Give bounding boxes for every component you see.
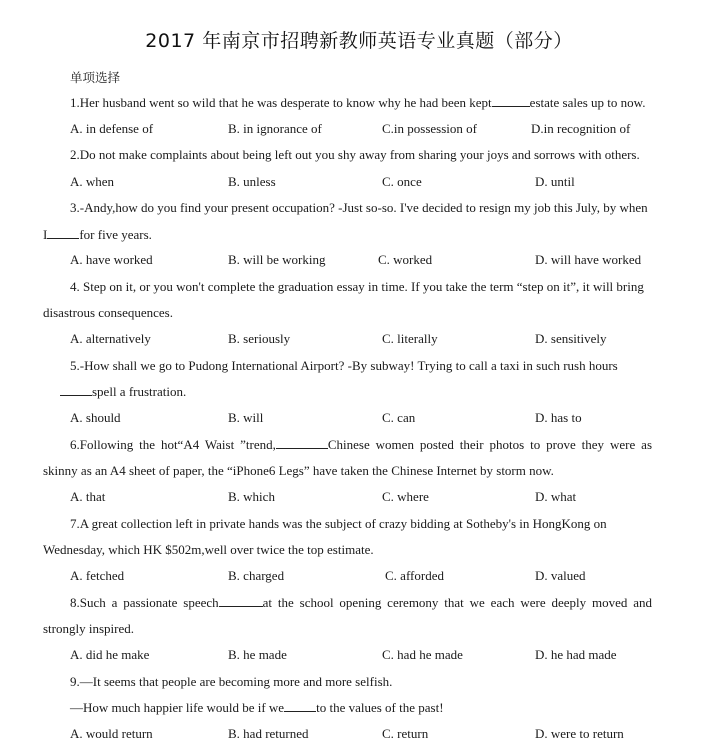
question-5-continuation [60, 384, 186, 400]
question-6-continuation: skinny as an A4 sheet of paper, the “iPhone6 Legs” have taken the Chinese Internet by storm now. [43, 463, 554, 478]
option-a: A. did he make [70, 647, 150, 662]
question-6-options [0, 489, 718, 505]
answer-blank [492, 95, 530, 107]
question-1-part-2: estate sales up to now. [529, 95, 646, 110]
option-b: B. had returned [228, 726, 309, 741]
question-9-reply [70, 700, 444, 716]
question-8-part-2: at the school opening ceremony that we each were deeply moved and [262, 595, 652, 610]
question-9-options [0, 726, 718, 742]
option-d: D. were to return [535, 726, 624, 741]
question-1-text [70, 95, 645, 111]
question-5-options [0, 410, 718, 426]
option-a: A. in defense of [70, 121, 154, 136]
question-4-continuation: disastrous consequences. [43, 305, 173, 320]
question-8-part-1: 8.Such a passionate speech [70, 595, 219, 610]
option-b: B. will [228, 410, 264, 425]
question-3-part-2: I [43, 227, 48, 242]
question-6-part-1: 6.Following the hot“A4 Waist ”trend, [70, 437, 276, 452]
question-8-options [0, 647, 718, 663]
option-c: C. worked [378, 252, 433, 267]
option-c: C.in possession of [382, 121, 477, 136]
option-a: A. should [70, 410, 121, 425]
option-d: D. valued [535, 568, 586, 583]
question-6-text [70, 437, 652, 453]
question-4-options [0, 331, 718, 347]
option-c: C. return [382, 726, 429, 741]
question-3-text: 3.-Andy,how do you find your present occupation? -Just so-so. I've decided to resign my job this July, by when [70, 200, 648, 215]
question-3-options [0, 252, 718, 268]
option-c: C. afforded [385, 568, 444, 583]
option-c: C. can [382, 410, 416, 425]
option-b: B. which [228, 489, 275, 504]
answer-blank [219, 595, 263, 607]
option-d: D. what [535, 489, 577, 504]
option-d: D. until [535, 174, 575, 189]
option-d: D. sensitively [535, 331, 607, 346]
option-a: A. have worked [70, 252, 153, 267]
page-title: 2017 年南京市招聘新教师英语专业真题（部分） [145, 30, 573, 52]
option-b: B. he made [228, 647, 287, 662]
option-c: C. once [382, 174, 422, 189]
option-d: D.in recognition of [531, 121, 631, 136]
option-d: D. will have worked [535, 252, 642, 267]
option-a: A. would return [70, 726, 153, 741]
answer-blank [276, 437, 328, 449]
question-3-part-3: for five years. [79, 227, 152, 242]
question-1-part-1: 1.Her husband went so wild that he was desperate to know why he had been kept [70, 95, 492, 110]
option-a: A. fetched [70, 568, 125, 583]
option-c: C. had he made [382, 647, 463, 662]
question-7-text: 7.A great collection left in private hands was the subject of crazy bidding at Sotheby's in HongKong on [70, 516, 607, 531]
question-8-continuation: strongly inspired. [43, 621, 134, 636]
option-b: B. unless [228, 174, 276, 189]
option-a: A. alternatively [70, 331, 151, 346]
option-b: B. seriously [228, 331, 291, 346]
question-8-text [70, 595, 652, 611]
option-a: A. that [70, 489, 106, 504]
question-3-continuation [43, 227, 152, 243]
answer-blank [60, 384, 92, 396]
option-d: D. has to [535, 410, 582, 425]
question-1-options [0, 121, 718, 137]
question-6-part-2: Chinese women posted their photos to prove they were as [327, 437, 652, 452]
question-2-text: 2.Do not make complaints about being left out you shy away from sharing your joys and sorrows with others. [70, 147, 640, 162]
question-4-text: 4. Step on it, or you won't complete the graduation essay in time. If you take the term “step on it”, it will bring [70, 279, 644, 294]
answer-blank [47, 227, 79, 239]
question-5-part-2: spell a frustration. [92, 384, 187, 399]
option-b: B. will be working [228, 252, 326, 267]
question-2-options [0, 174, 718, 190]
question-7-options [0, 568, 718, 584]
option-d: D. he had made [535, 647, 617, 662]
question-7-continuation: Wednesday, which HK $502m,well over twice the top estimate. [43, 542, 374, 557]
section-heading: 单项选择 [70, 70, 121, 85]
question-9-text: 9.—It seems that people are becoming more and more selfish. [70, 674, 393, 689]
option-a: A. when [70, 174, 115, 189]
option-b: B. in ignorance of [228, 121, 322, 136]
question-9-part-3: to the values of the past! [316, 700, 444, 715]
answer-blank [284, 700, 316, 712]
option-c: C. where [382, 489, 429, 504]
option-c: C. literally [382, 331, 438, 346]
question-9-part-2: —How much happier life would be if we [70, 700, 285, 715]
question-5-text: 5.-How shall we go to Pudong International Airport? -By subway! Trying to call a taxi in such rush hours [70, 358, 618, 373]
option-b: B. charged [228, 568, 285, 583]
